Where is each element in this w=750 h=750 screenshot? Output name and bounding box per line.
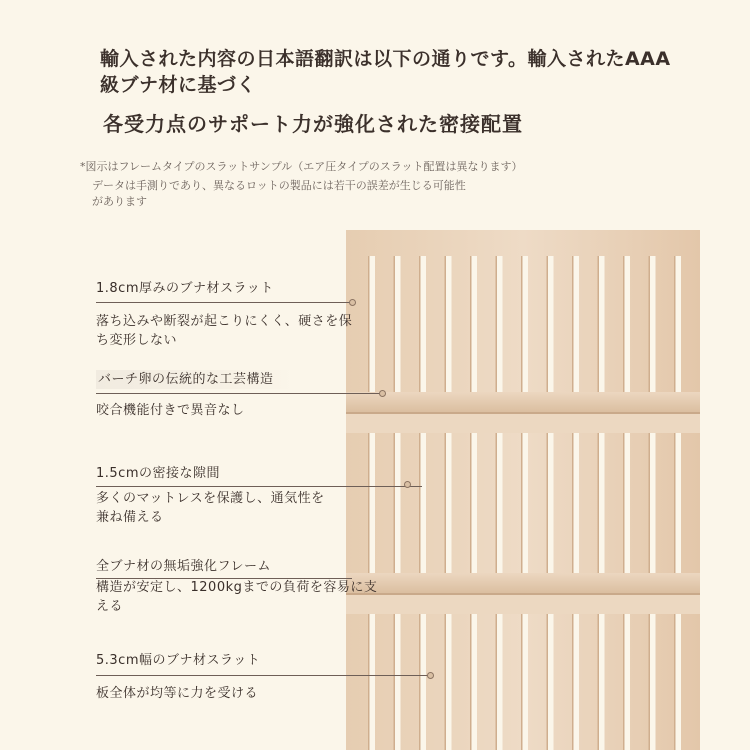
feature-reinforced-frame <box>96 555 378 616</box>
slat-gap-shadow <box>445 256 447 392</box>
slat-gap-shadow <box>394 614 396 750</box>
slat-gap-shadow <box>674 614 676 750</box>
slat-gap-shadow <box>674 256 676 392</box>
slat-gap-shadow <box>547 433 549 573</box>
feature-desc: 板全体が均等に力を受ける <box>96 686 259 701</box>
feature-close-gap <box>96 462 366 527</box>
slat-gap-shadow <box>368 256 370 392</box>
slat-gap-shadow <box>598 433 600 573</box>
frame-band <box>346 414 700 433</box>
slat-gap-shadow <box>572 256 574 392</box>
feature-slat-width <box>96 649 366 703</box>
slat-gap-shadow <box>496 433 498 573</box>
slat-gap-shadow <box>623 256 625 392</box>
slat-gap-shadow <box>368 433 370 573</box>
pointer-dot <box>349 299 356 306</box>
slat-gap-shadow <box>368 614 370 750</box>
pointer-line <box>96 578 352 579</box>
slat-gap-shadow <box>572 433 574 573</box>
cross-rail <box>346 392 700 414</box>
slat-gap-shadow <box>649 433 651 573</box>
slat-gap-shadow <box>598 256 600 392</box>
cross-rail <box>346 573 700 595</box>
slat-gap-shadow <box>419 256 421 392</box>
pointer-line <box>96 675 430 676</box>
measurement-note: データは手測りであり、異なるロットの製品には若干の誤差が生じる可能性があります <box>92 179 466 208</box>
feature-title: 全ブナ材の無垢強化フレーム <box>96 559 271 574</box>
slat-gap-shadow <box>445 614 447 750</box>
feature-title: 1.5cmの密接な隙間 <box>96 466 220 481</box>
slat-gap-shadow <box>649 614 651 750</box>
page-title: 輸入された内容の日本語翻訳は以下の通りです。輸入されたAAA級ブナ材に基づく <box>100 48 671 96</box>
pointer-line <box>96 393 382 394</box>
slat-gap-shadow <box>419 433 421 573</box>
slat-board-image <box>346 230 700 750</box>
feature-desc: 咬合機能付きで異音なし <box>96 403 245 418</box>
slat-gap-shadow <box>419 614 421 750</box>
slat-gap-shadow <box>496 614 498 750</box>
slat-gap-shadow <box>521 614 523 750</box>
feature-desc: 落ち込みや断裂が起こりにくく、硬さを保ち変形しない <box>96 314 353 348</box>
frame-band <box>346 595 700 614</box>
slat-gap-shadow <box>470 433 472 573</box>
page-subtitle: 各受力点のサポート力が強化された密接配置 <box>103 112 523 136</box>
slat-gap-shadow <box>394 433 396 573</box>
slat-gap-shadow <box>623 433 625 573</box>
feature-title: 5.3cm幅のブナ材スラット <box>96 653 261 668</box>
slat-gap-shadow <box>521 256 523 392</box>
cross-rail-edge <box>346 593 700 595</box>
slat-gap-shadow <box>649 256 651 392</box>
pointer-dot <box>427 672 434 679</box>
pointer-dot <box>404 481 411 488</box>
feature-slat-thickness <box>96 277 366 350</box>
slat-gap-shadow <box>674 433 676 573</box>
slat-gap-shadow <box>623 614 625 750</box>
pointer-line <box>96 486 422 487</box>
feature-title <box>96 368 366 387</box>
slat-gap-shadow <box>598 614 600 750</box>
feature-desc: 構造が安定し、1200kgまでの負荷を容易に支える <box>96 580 378 614</box>
feature-desc: 多くのマットレスを保護し、通気性を兼ね備える <box>96 491 325 525</box>
slat-gap-shadow <box>470 614 472 750</box>
pointer-dot <box>379 390 386 397</box>
feature-title: 1.8cm厚みのブナ材スラット <box>96 281 274 296</box>
feature-traditional-structure <box>96 368 366 420</box>
slat-gap-shadow <box>521 433 523 573</box>
feature-title-text: バーチ卵の伝統的な工芸構造 <box>96 370 294 389</box>
slat-gap-shadow <box>445 433 447 573</box>
slat-board-drawing <box>346 230 700 750</box>
slat-gap-shadow <box>496 256 498 392</box>
pointer-line <box>96 302 352 303</box>
slat-gap-shadow <box>547 256 549 392</box>
cross-rail-edge <box>346 412 700 414</box>
slat-gap-shadow <box>394 256 396 392</box>
slat-gap-shadow <box>572 614 574 750</box>
slat-gap-shadow <box>547 614 549 750</box>
illustration-note: *図示はフレームタイプのスラットサンプル（エア圧タイプのスラット配置は異なります） <box>80 160 523 173</box>
slat-gap-shadow <box>470 256 472 392</box>
